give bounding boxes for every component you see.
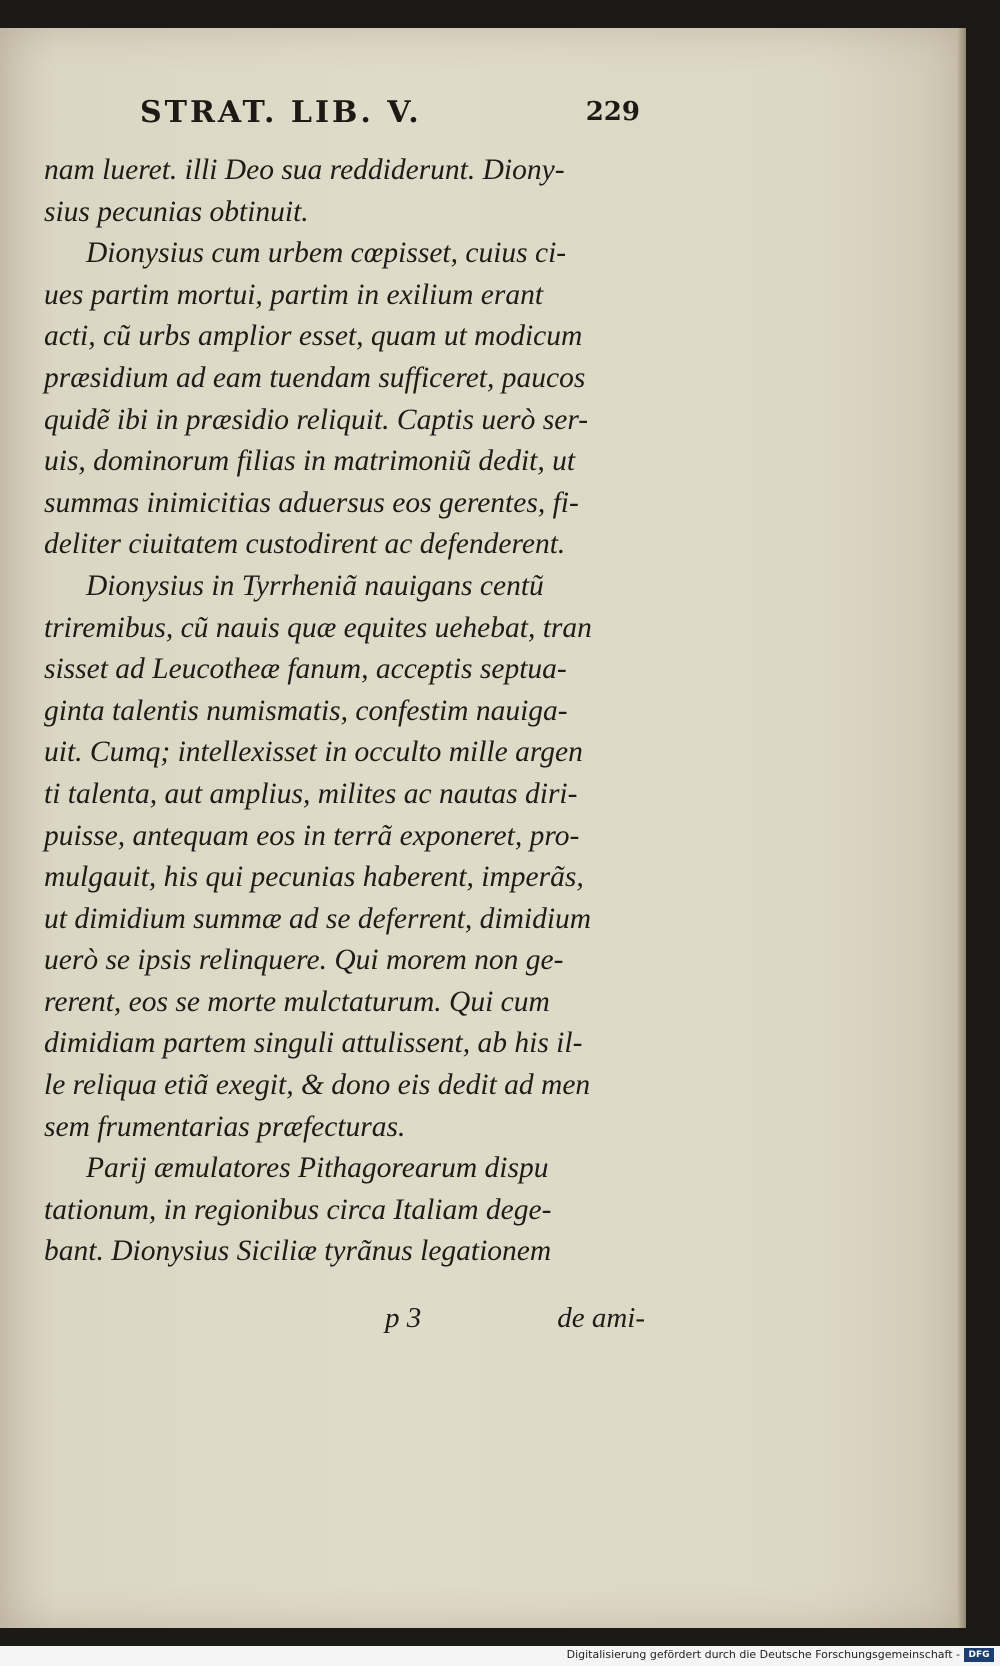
text-line: sem frumentarias præfecturas. [44, 1110, 406, 1143]
text-line: ues partim mortui, partim in exilium erant [44, 278, 544, 311]
text-line: Dionysius in Tyrrheniã nauigans centũ [86, 569, 544, 602]
text-line: uerò se ipsis relinquere. Qui morem non ge- [44, 944, 564, 977]
digitization-footer [0, 1646, 1000, 1666]
text-line: triremibus, cũ nauis quæ equites uehebat, tran [44, 611, 592, 644]
page-header [140, 95, 640, 135]
text-line: uit. Cumq; intellexisset in occulto mille argen [44, 736, 583, 769]
signature-mark: p 3 [385, 1302, 422, 1334]
text-line: quidẽ ibi in præsidio reliquit. Captis uerò ser- [44, 403, 589, 436]
text-line: ti talenta, aut amplius, milites ac nautas diri- [44, 777, 578, 810]
text-line: præsidium ad eam tuendam sufficeret, paucos [44, 361, 586, 394]
text-line: Parij æmulatores Pithagorearum dispu [86, 1152, 549, 1185]
text-line: Dionysius cum urbem cœpisset, cuius ci- [86, 237, 567, 270]
text-line: dimidiam partem singuli attulissent, ab his il- [44, 1027, 583, 1060]
text-line: acti, cũ urbs amplior esset, quam ut modicum [44, 320, 583, 353]
text-line: deliter ciuitatem custodirent ac defenderent. [44, 528, 566, 561]
text-line: le reliqua etiã exegit, & dono eis dedit ad men [44, 1069, 591, 1102]
text-line: mulgauit, his qui pecunias haberent, imperãs, [44, 861, 584, 894]
text-line: uis, dominorum filias in matrimoniũ dedit, ut [44, 445, 576, 478]
funding-credit: Digitalisierung gefördert durch die Deutsche Forschungsgemeinschaft - [566, 1648, 960, 1661]
text-line: nam lueret. illi Deo sua reddiderunt. Diony- [44, 154, 565, 186]
catchword: de ami- [557, 1302, 645, 1334]
text-line: ginta talentis numismatis, confestim nauiga- [44, 694, 568, 727]
body-text [44, 150, 644, 1273]
text-line: sius pecunias obtinuit. [44, 195, 309, 228]
text-line: sisset ad Leucotheæ fanum, acceptis septua- [44, 653, 567, 686]
page-footer-signature [385, 1302, 645, 1342]
text-line: puisse, antequam eos in terrã exponeret, pro- [44, 819, 580, 852]
text-line: bant. Dionysius Siciliæ tyrãnus legationem [44, 1235, 552, 1268]
text-line: tationum, in regionibus circa Italiam dege- [44, 1193, 552, 1226]
running-head: STRAT. LIB. V. [140, 95, 422, 130]
text-line: summas inimicitias aduersus eos gerentes, fi- [44, 486, 579, 519]
text-line: rerent, eos se morte mulctaturum. Qui cum [44, 985, 550, 1018]
dfg-logo-icon: DFG [964, 1648, 994, 1662]
text-line: ut dimidium summæ ad se deferrent, dimidium [44, 902, 592, 935]
page-number: 229 [585, 97, 640, 127]
page-edge [958, 28, 966, 1628]
